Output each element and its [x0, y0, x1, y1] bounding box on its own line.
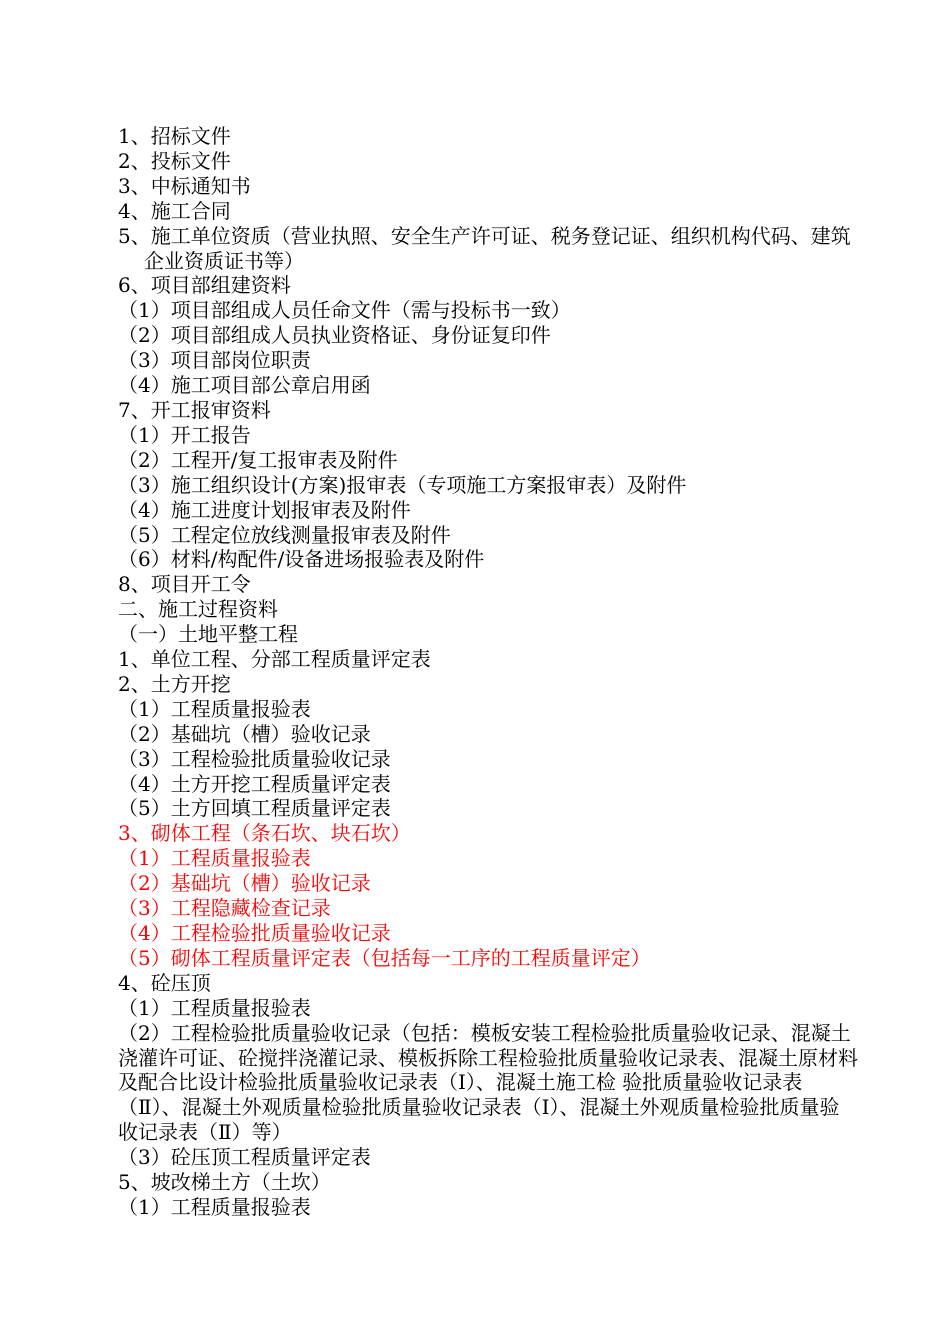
list-item: （1）项目部组成人员任命文件（需与投标书一致）: [118, 298, 571, 323]
highlighted-list-item: （4）工程检验批质量验收记录: [118, 921, 391, 945]
list-item: （2）基础坑（槽）验收记录: [118, 721, 371, 746]
list-item: 1、招标文件: [118, 124, 231, 148]
highlighted-list-item: 3、砌体工程（条石坎、块石坎）: [118, 821, 411, 846]
subsection-heading: （一）土地平整工程: [118, 622, 298, 647]
section-heading: 二、施工过程资料: [118, 597, 278, 622]
list-item: （2）项目部组成人员执业资格证、身份证复印件: [118, 323, 551, 348]
highlighted-list-item: （5）砌体工程质量评定表（包括每一工序的工程质量评定）: [118, 945, 651, 970]
list-item: （5）土方回填工程质量评定表: [118, 796, 391, 821]
highlighted-list-item: （1）工程质量报验表: [118, 846, 311, 871]
list-item: （6）材料/构配件/设备进场报验表及附件: [118, 547, 485, 572]
list-item: 1、单位工程、分部工程质量评定表: [118, 647, 431, 672]
highlighted-list-item: （3）工程隐藏检查记录: [118, 896, 331, 921]
list-item: （1）开工报告: [118, 422, 251, 447]
list-item: 7、开工报审资料: [118, 397, 271, 422]
list-item: 2、土方开挖: [118, 671, 231, 696]
list-item: （3）工程检验批质量验收记录: [118, 746, 391, 771]
list-item: （3）砼压顶工程质量评定表: [118, 1145, 371, 1170]
list-item: （1）工程质量报验表: [118, 1194, 311, 1219]
list-item: （3）项目部岗位职责: [118, 348, 311, 373]
highlighted-list-item: （2）基础坑（槽）验收记录: [118, 871, 371, 896]
list-item: （4）土方开挖工程质量评定表: [118, 771, 391, 796]
list-item: 4、施工合同: [118, 198, 231, 223]
list-item: （2）工程开/复工报审表及附件: [118, 447, 398, 472]
list-item: （1）工程质量报验表: [118, 696, 311, 721]
list-item: （2）工程检验批质量验收记录（包括：模板安装工程检验批质量验收记录、混凝土浇灌许可证、砼搅拌浇灌记录、模板拆除工程检验批质量验收记录表、混凝土原材料及配合比设计检验批质量验收记录表（Ⅰ）、混凝土施工检 验批质量验收记录表（Ⅱ）、混凝土外观质量检验批质量验收记录表（Ⅰ）、混凝土外观质量检验批质量验收记录表（Ⅱ）等）: [118, 1020, 858, 1145]
list-item: （4）施工项目部公章启用函: [118, 373, 371, 398]
list-item: （4）施工进度计划报审表及附件: [118, 497, 411, 522]
list-item: 5、施工单位资质（营业执照、安全生产许可证、税务登记证、组织机构代码、建筑企业资质证书等）: [118, 223, 851, 273]
list-item: （1）工程质量报验表: [118, 995, 311, 1020]
list-item: 5、坡改梯土方（土坎）: [118, 1170, 331, 1195]
list-item: （5）工程定位放线测量报审表及附件: [118, 522, 451, 547]
document-body: [118, 124, 858, 1220]
list-item: 2、投标文件: [118, 148, 231, 173]
list-item: 8、项目开工令: [118, 572, 251, 597]
list-item: 6、项目部组建资料: [118, 273, 291, 298]
list-item: 3、中标通知书: [118, 173, 251, 198]
list-item: （3）施工组织设计(方案)报审表（专项施工方案报审表）及附件: [118, 472, 687, 497]
list-item: 4、砼压顶: [118, 970, 211, 995]
